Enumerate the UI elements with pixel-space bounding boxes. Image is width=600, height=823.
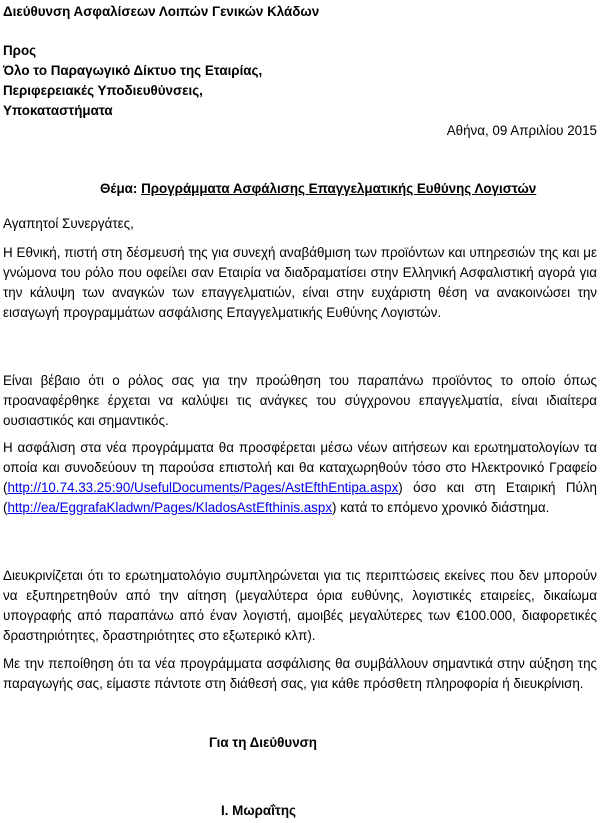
paragraph-3-text-3: ) κατά το επόμενο χρονικό διάστημα. bbox=[332, 500, 550, 516]
signatory-name: Ι. Μωραΐτης bbox=[221, 803, 296, 818]
salutation: Αγαπητοί Συνεργάτες, bbox=[3, 216, 134, 231]
letter-date: Αθήνα, 09 Απριλίου 2015 bbox=[446, 123, 597, 138]
recipient-to-label: Προς bbox=[3, 43, 37, 58]
corporate-portal-link[interactable]: http://ea/EggrafaKladwn/Pages/KladosAstEfthinis.aspx bbox=[7, 500, 333, 516]
paragraph-5: Με την πεποίθηση ότι τα νέα προγράμματα ασφάλισης θα συμβάλλουν σημαντικά στην αύξηση της παραγωγής σας, είμαστε πάντοτε στη διάθεσή σας, για κάθε πρόσθετη πληροφορία ή διευκρίνιση. bbox=[3, 656, 597, 692]
subject-text: Προγράμματα Ασφάλισης Επαγγελματικής Ευθύνης Λογιστών bbox=[141, 181, 537, 196]
recipient-line-3: Υποκαταστήματα bbox=[3, 103, 113, 118]
paragraph-1: Η Εθνική, πιστή στη δέσμευσή της για συνεχή αναβάθμιση των προϊόντων και υπηρεσιών της και με γνώμονα του ρόλο που οφείλει σαν Εταιρία να διαδραματίσει στην Ελληνική Ασφαλιστική αγορά για την κάλυψη των αναγκών των επαγγελματιών, είναι στην ευχάριστη θέση να ανακοινώσει την εισαγωγή προγραμμάτων ασφάλισης Επαγγελματικής Ευθύνης Λογιστών. bbox=[3, 245, 597, 321]
paragraph-2: Είναι βέβαιο ότι ο ρόλος σας για την προώθηση του παραπάνω προϊόντος το οποίο όπως προαναφέρθηκε έρχεται να καλύψει τις ανάγκες του σύγχρονου επαγγελματία, είναι ιδιαίτερα ουσιαστικός και σημαντικός. bbox=[3, 373, 597, 429]
subject-label: Θέμα: bbox=[100, 181, 138, 196]
closing-on-behalf: Για τη Διεύθυνση bbox=[209, 735, 317, 750]
recipient-line-1: Όλο το Παραγωγικό Δίκτυο της Εταιρίας, bbox=[3, 63, 263, 78]
paragraph-3 bbox=[3, 438, 597, 518]
paragraph-4: Διευκρινίζεται ότι το ερωτηματολόγιο συμπληρώνεται για τις περιπτώσεις εκείνες που δεν μπορούν να εξυπηρετηθούν από την αίτηση (μεγαλύτερα όρια ευθύνης, λογιστικές εταιρείες, δικαίωμα υπογραφής από παραπάνω από έναν λογιστή, αμοιβές μεγαλύτερες των €100.000, διαφορετικές δραστηριότητες, δραστηριότητες στο εξωτερικό κλπ). bbox=[3, 568, 597, 644]
recipient-line-2: Περιφερειακές Υποδιευθύνσεις, bbox=[3, 83, 203, 98]
paragraph-3-text-1: Η ασφάλιση στα νέα προγράμματα θα προσφέρεται μέσω νέων αιτήσεων και ερωτηματολογίων τα οποία και συνοδεύουν τη παρούσα επιστολή και θα καταχωρηθούν τόσο στο Ηλεκτρονικό Γραφείο ( bbox=[3, 440, 597, 496]
electronic-office-link[interactable]: http://10.74.33.25:90/UsefulDocuments/Pages/AstEfthEntipa.aspx bbox=[7, 480, 399, 496]
subject-line bbox=[100, 181, 536, 197]
department-header: Διεύθυνση Ασφαλίσεων Λοιπών Γενικών Κλάδων bbox=[3, 4, 320, 19]
paragraph-3-text-2: ) όσο και στη Εταιρική Πύλη ( bbox=[3, 480, 597, 516]
